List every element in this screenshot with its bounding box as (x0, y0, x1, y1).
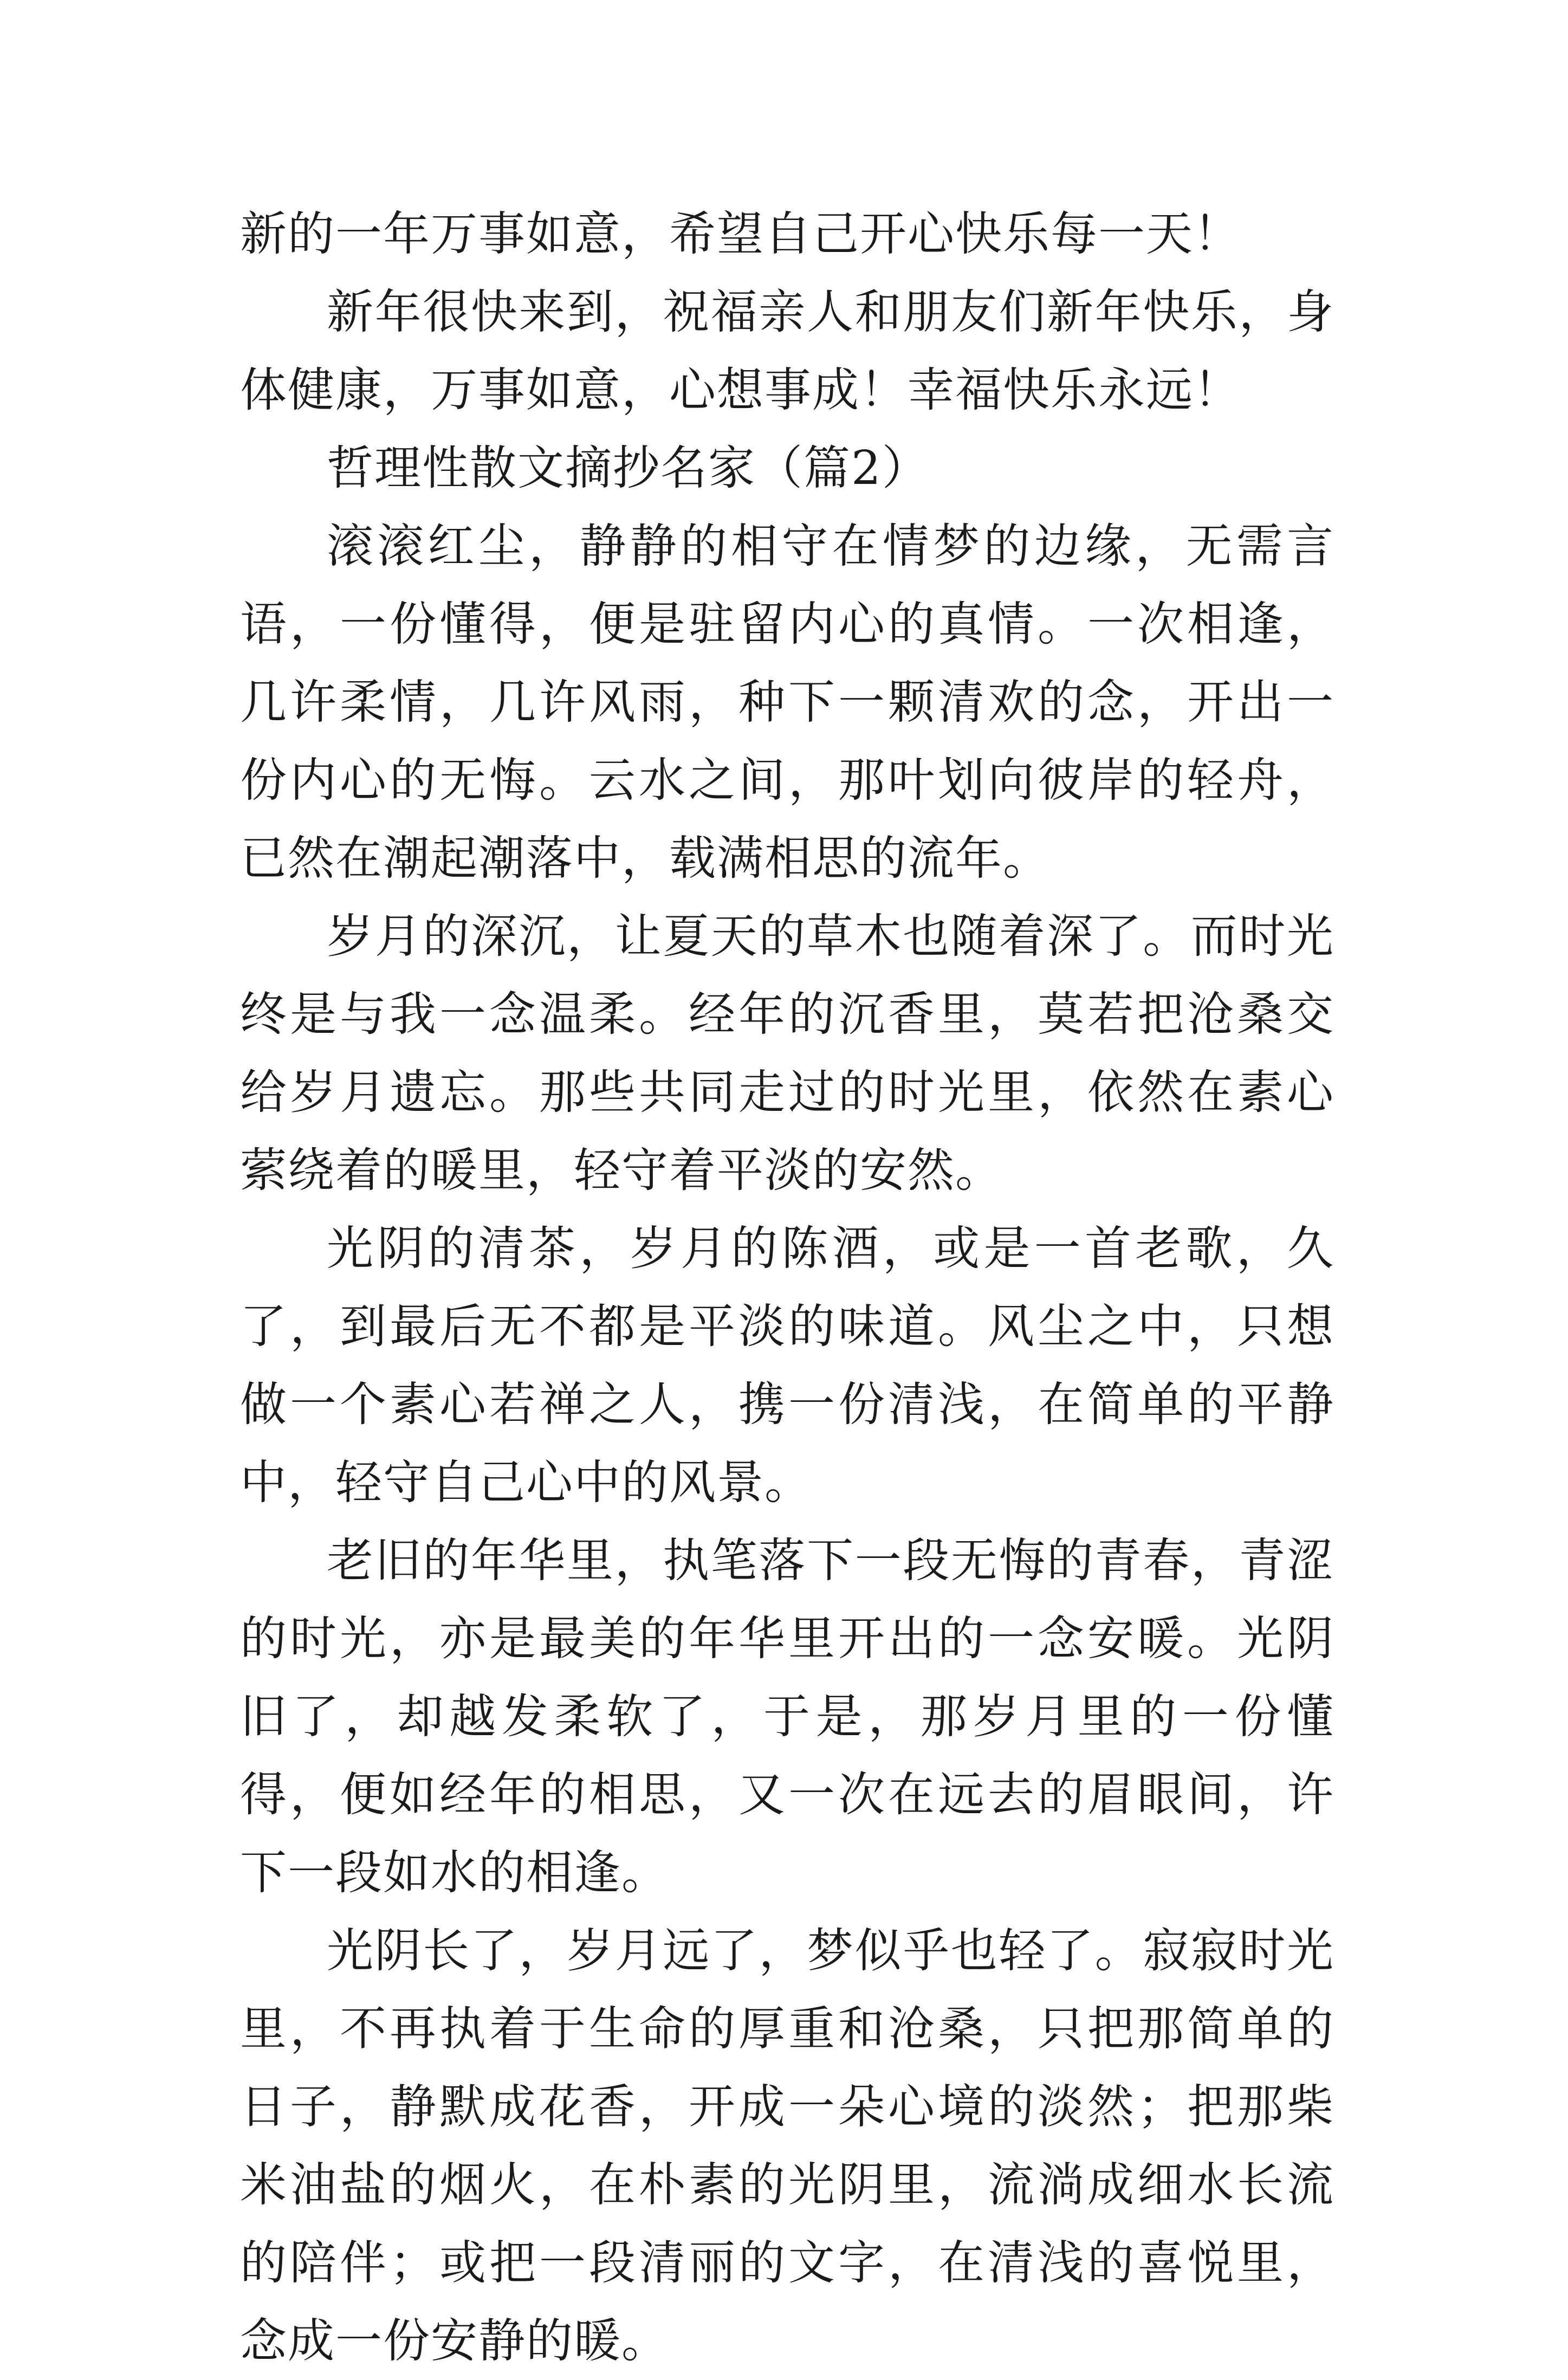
paragraph-new-year-blessing: 新年很快来到，祝福亲人和朋友们新年快乐，身体健康，万事如意，心想事成！幸福快乐永远！ (240, 285, 1334, 417)
paragraph-red-dust: 滚滚红尘，静静的相守在情梦的边缘，无需言语，一份懂得，便是驻留内心的真情。一次相逢，几许柔情，几许风雨，种下一颗清欢的念，开出一份内心的无悔。云水之间，那叶划向彼岸的轻舟，已然在潮起潮落中，载满相思的流年。 (240, 519, 1334, 885)
paragraph-deep-years: 岁月的深沉，让夏天的草木也随着深了。而时光终是与我一念温柔。经年的沉香里，莫若把沧桑交给岁月遗忘。那些共同走过的时光里，依然在素心萦绕着的暖里，轻守着平淡的安然。 (240, 909, 1334, 1198)
paragraph-closing-wish: 新的一年万事如意，希望自己开心快乐每一天！ (240, 207, 1241, 261)
paragraph-old-years: 老旧的年华里，执笔落下一段无悔的青春，青涩的时光，亦是最美的年华里开出的一念安暖。光阴旧了，却越发柔软了，于是，那岁月里的一份懂得，便如经年的相思，又一次在远去的眉眼间，许下一段如水的相逢。 (240, 1534, 1334, 1900)
paragraph-clear-tea: 光阴的清茶，岁月的陈酒，或是一首老歌，久了，到最后无不都是平淡的味道。风尘之中，只想做一个素心若禅之人，携一份清浅，在简单的平静中，轻守自己心中的风景。 (240, 1221, 1334, 1510)
paragraph-long-light: 光阴长了，岁月远了，梦似乎也轻了。寂寂时光里，不再执着于生命的厚重和沧桑，只把那简单的日子，静默成花香，开成一朵心境的淡然；把那柴米油盐的烟火，在朴素的光阴里，流淌成细水长流的陪伴；或把一段清丽的文字，在清浅的喜悦里，念成一份安静的暖。 (240, 1924, 1334, 2368)
document-page (240, 195, 1334, 2380)
section-heading: 哲理性散文摘抄名家（篇2） (327, 441, 930, 495)
